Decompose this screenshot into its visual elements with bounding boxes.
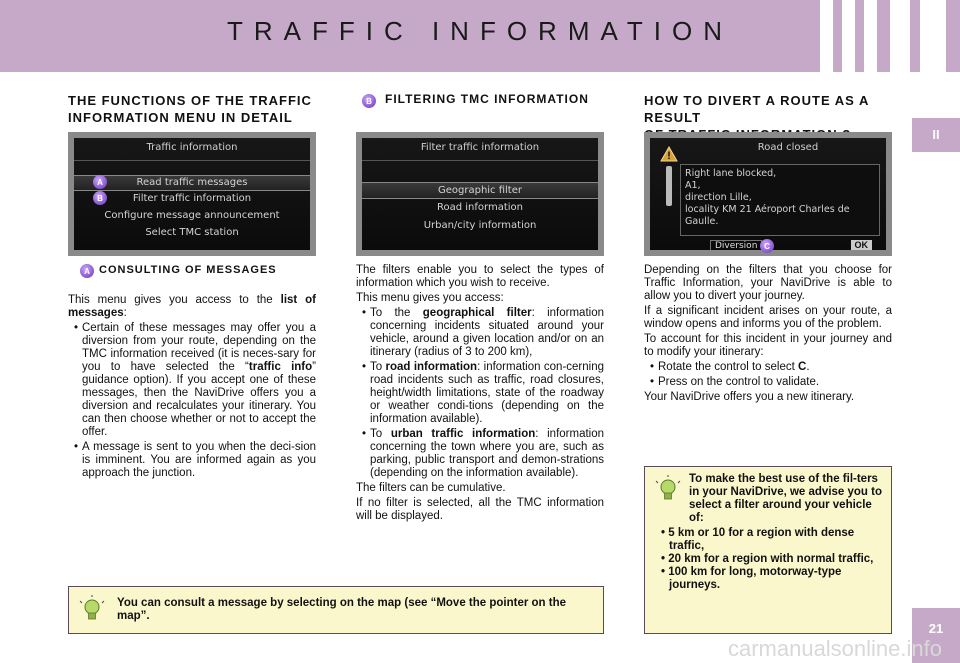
col3-section-title: HOW TO DIVERT A ROUTE AS A RESULT	[644, 93, 869, 125]
filtering-title: FILTERING TMC INFORMATION	[385, 92, 589, 106]
page-title: TRAFFIC INFORMATION	[226, 16, 734, 46]
filter-screen-title: Filter traffic information	[420, 142, 540, 153]
badge-a: A	[93, 175, 107, 189]
tip-item-2: • 20 km for a region with normal traffic,	[661, 553, 874, 565]
menu-item-select-station[interactable]: Select TMC station	[145, 227, 239, 238]
menu-item-urban[interactable]: Urban/city information	[423, 220, 537, 231]
menu-item-read-messages[interactable]: Read traffic messages	[74, 175, 310, 191]
tip-item-3: • 100 km for long, motorway-type journeys.	[661, 566, 842, 591]
badge-c: C	[760, 239, 774, 253]
col1-body: This menu gives you access to the list of messages: • Certain of these messages may offer you a diversion from your route, depending on the TMC information received (it is neces-sary for you to have selected the “traffic info” guidance option). If you accept one of these messages, then the NaviDrive offers you a diversion and recalculates your itinerary. You can then choose whether or not to accept the offer. • A message is sent to you when the deci-sion is imminent. You are informed again as you approach the junction.	[68, 294, 316, 482]
road-closed-screen	[644, 132, 892, 256]
page-number: 21	[912, 608, 960, 663]
filter-tip-box	[644, 466, 892, 634]
menu-item-configure[interactable]: Configure message announcement	[104, 210, 280, 221]
watermark: carmanualsonline.info	[727, 636, 942, 661]
page-header	[0, 0, 960, 72]
tip-intro: To make the best use of the fil-ters in your NaviDrive, we advise you to select a filter around your vehicle of:	[689, 473, 883, 524]
menu-item-filter[interactable]: Filter traffic information	[132, 193, 252, 204]
badge-b: B	[93, 191, 107, 205]
filter-screen	[356, 132, 604, 256]
scrollbar[interactable]	[666, 166, 672, 206]
col3-body: Depending on the filters that you choose for Traffic Information, your NaviDrive is able to allow you to divert your journey. If a significant incident arises on your route, a window opens and informs you of the problem. To account for this incident in your journey and to modify your itinerary: • Rotate the control to select C. • Press on the control to validate. Your NaviDrive offers you a new itinerary.	[644, 264, 892, 406]
incident-box: Right lane blocked, A1, direction Lille, locality KM 21 Aéroport Charles de Gaulle.	[680, 164, 880, 236]
lightbulb-icon	[79, 595, 105, 623]
diversion-button[interactable]: Diversion	[710, 240, 762, 250]
chapter-tab: II	[912, 118, 960, 152]
map-tip-box	[68, 586, 604, 634]
tip-item-1: • 5 km or 10 for a region with dense traffic,	[661, 527, 855, 552]
sub-badge-a: A	[80, 264, 94, 278]
menu-item-road[interactable]: Road information	[437, 202, 523, 213]
menu-item-geographic[interactable]: Geographic filter	[362, 182, 598, 199]
warning-icon	[660, 146, 678, 162]
section-badge-b: B	[362, 94, 376, 108]
col1-section-title: THE FUNCTIONS OF THE TRAFFIC INFORMATION MENU IN DETAIL	[68, 93, 312, 125]
map-tip-text: You can consult a message by selecting on the map (see “Move the pointer on the map”.	[117, 597, 567, 622]
col2-body: The filters enable you to select the types of information which you wish to receive. This menu gives you access: • To the geographical filter: information concerning incidents situated around your vehicle, around a given location and/or on an itinerary (radius of 3 to 200 km), • To road information: information con-cerning road incidents such as traffic, road closures, height/width limitations, state of the roadway or weather condi-tions (depending on the information available). • To urban traffic information: information concerning the town where you are, such as parking, public transport and demon-strations (depending on the information available). The filters can be cumulative. If no filter is selected, all the TMC information will be displayed.	[356, 264, 604, 525]
lightbulb-icon	[655, 475, 681, 503]
road-closed-title: Road closed	[757, 142, 819, 153]
consulting-title: CONSULTING OF MESSAGES	[99, 264, 277, 276]
ok-button[interactable]: OK	[851, 240, 873, 250]
header-stripes	[820, 0, 960, 72]
screen-title: Traffic information	[146, 142, 238, 153]
